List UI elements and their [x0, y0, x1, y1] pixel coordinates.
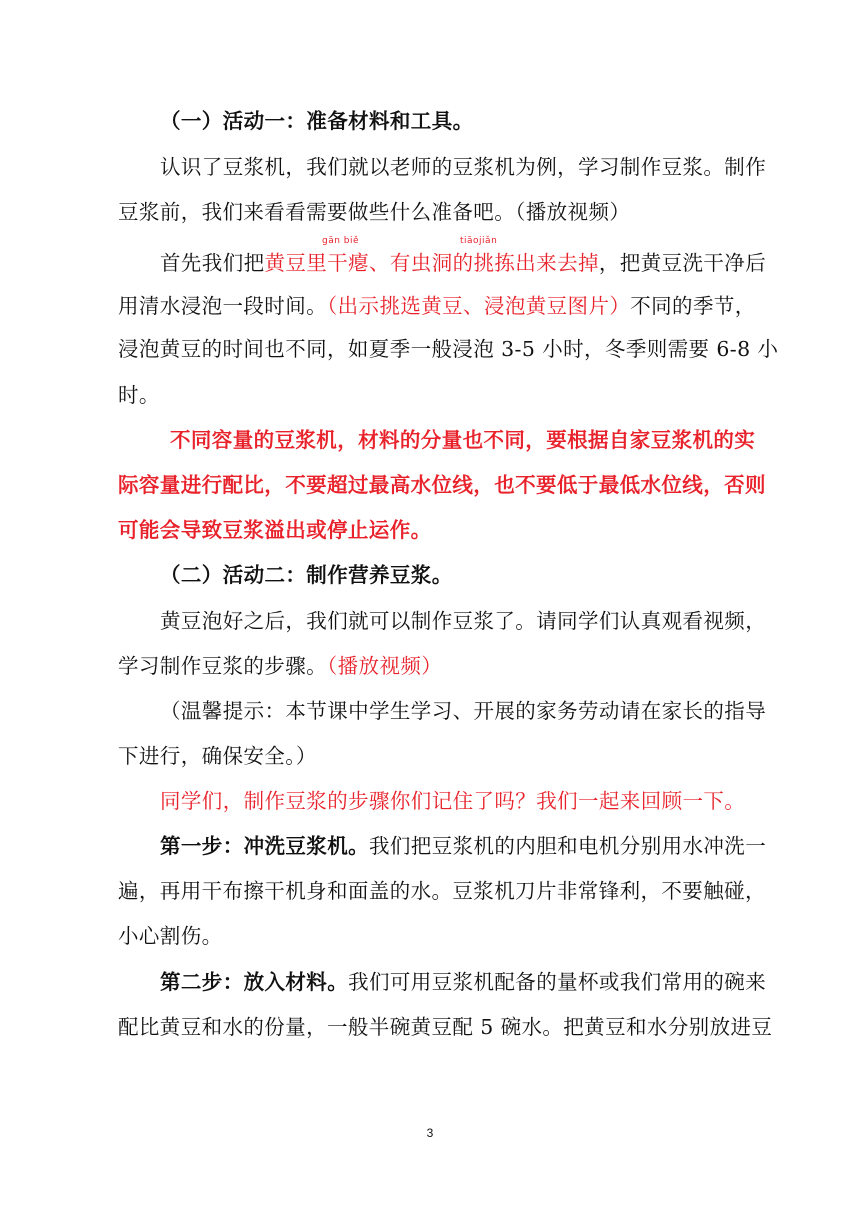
text-run: 我们可用豆浆机配备的量杯或我们常用的碗来 [348, 970, 767, 994]
paragraph-line: 黄豆泡好之后，我们就可以制作豆浆了。请同学们认真观看视频， [160, 609, 767, 633]
highlight-text: （播放视频） [327, 654, 443, 678]
warning-line: 不同容量的豆浆机，材料的分量也不同，要根据自家豆浆机的实 [170, 428, 756, 452]
text-run: 我们把豆浆机的内胆和电机分别用水冲洗一 [369, 834, 767, 858]
text-run: 用清水浸泡一段时间。 [118, 294, 327, 318]
warning-line: 可能会导致豆浆溢出或停止运作。 [118, 518, 432, 542]
paragraph-line: 配比黄豆和水的份量，一般半碗黄豆配 5 碗水。把黄豆和水分别放进豆 [118, 1015, 773, 1039]
paragraph-line: 浸泡黄豆的时间也不同，如夏季一般浸泡 3-5 小时，冬季则需要 6-8 小 [118, 337, 779, 361]
paragraph-line [160, 246, 766, 276]
step-two-line [160, 965, 766, 995]
step-one-label: 第一步：冲洗豆浆机。 [160, 834, 369, 858]
text-run: 首先我们把 [160, 251, 265, 275]
paragraph-line: 遍，再用干布擦干机身和面盖的水。豆浆机刀片非常锋利，不要触碰， [118, 879, 766, 903]
heading-activity-two: （二）活动二：制作营养豆浆。 [160, 563, 453, 587]
step-two-label: 第二步：放入材料。 [160, 970, 349, 994]
text-run: 不同的季节， [630, 294, 756, 318]
heading-activity-one: （一）活动一：准备材料和工具。 [160, 109, 474, 133]
pinyin-annotation: gān biě [322, 236, 360, 246]
paragraph-line [118, 649, 442, 679]
paragraph-line: 豆浆前，我们来看看需要做些什么准备吧。（播放视频） [118, 200, 631, 224]
review-prompt: 同学们，制作豆浆的步骤你们记住了吗？我们一起来回顾一下。 [160, 789, 746, 813]
page-number: 3 [426, 1126, 434, 1140]
tip-line: 下进行，确保安全。） [118, 744, 317, 768]
paragraph-line: 小心割伤。 [118, 924, 223, 948]
paragraph-line: 认识了豆浆机，我们就以老师的豆浆机为例，学习制作豆浆。制作 [160, 155, 767, 179]
pinyin-annotation: tiāojiǎn [460, 236, 498, 246]
highlight-text: （出示挑选黄豆、浸泡黄豆图片） [327, 294, 631, 318]
text-run: 学习制作豆浆的步骤。 [118, 654, 327, 678]
tip-line: （温馨提示：本节课中学生学习、开展的家务劳动请在家长的指导 [160, 699, 767, 723]
warning-line: 际容量进行配比，不要超过最高水位线，也不要低于最低水位线，否则 [118, 473, 766, 497]
highlight-text: 黄豆里干瘪、有虫洞的挑拣出来去掉 [264, 251, 599, 275]
paragraph-line: 时。 [118, 383, 160, 407]
step-one-line [160, 829, 766, 859]
paragraph-line [118, 289, 756, 319]
text-run: ，把黄豆洗干净后 [598, 251, 767, 275]
